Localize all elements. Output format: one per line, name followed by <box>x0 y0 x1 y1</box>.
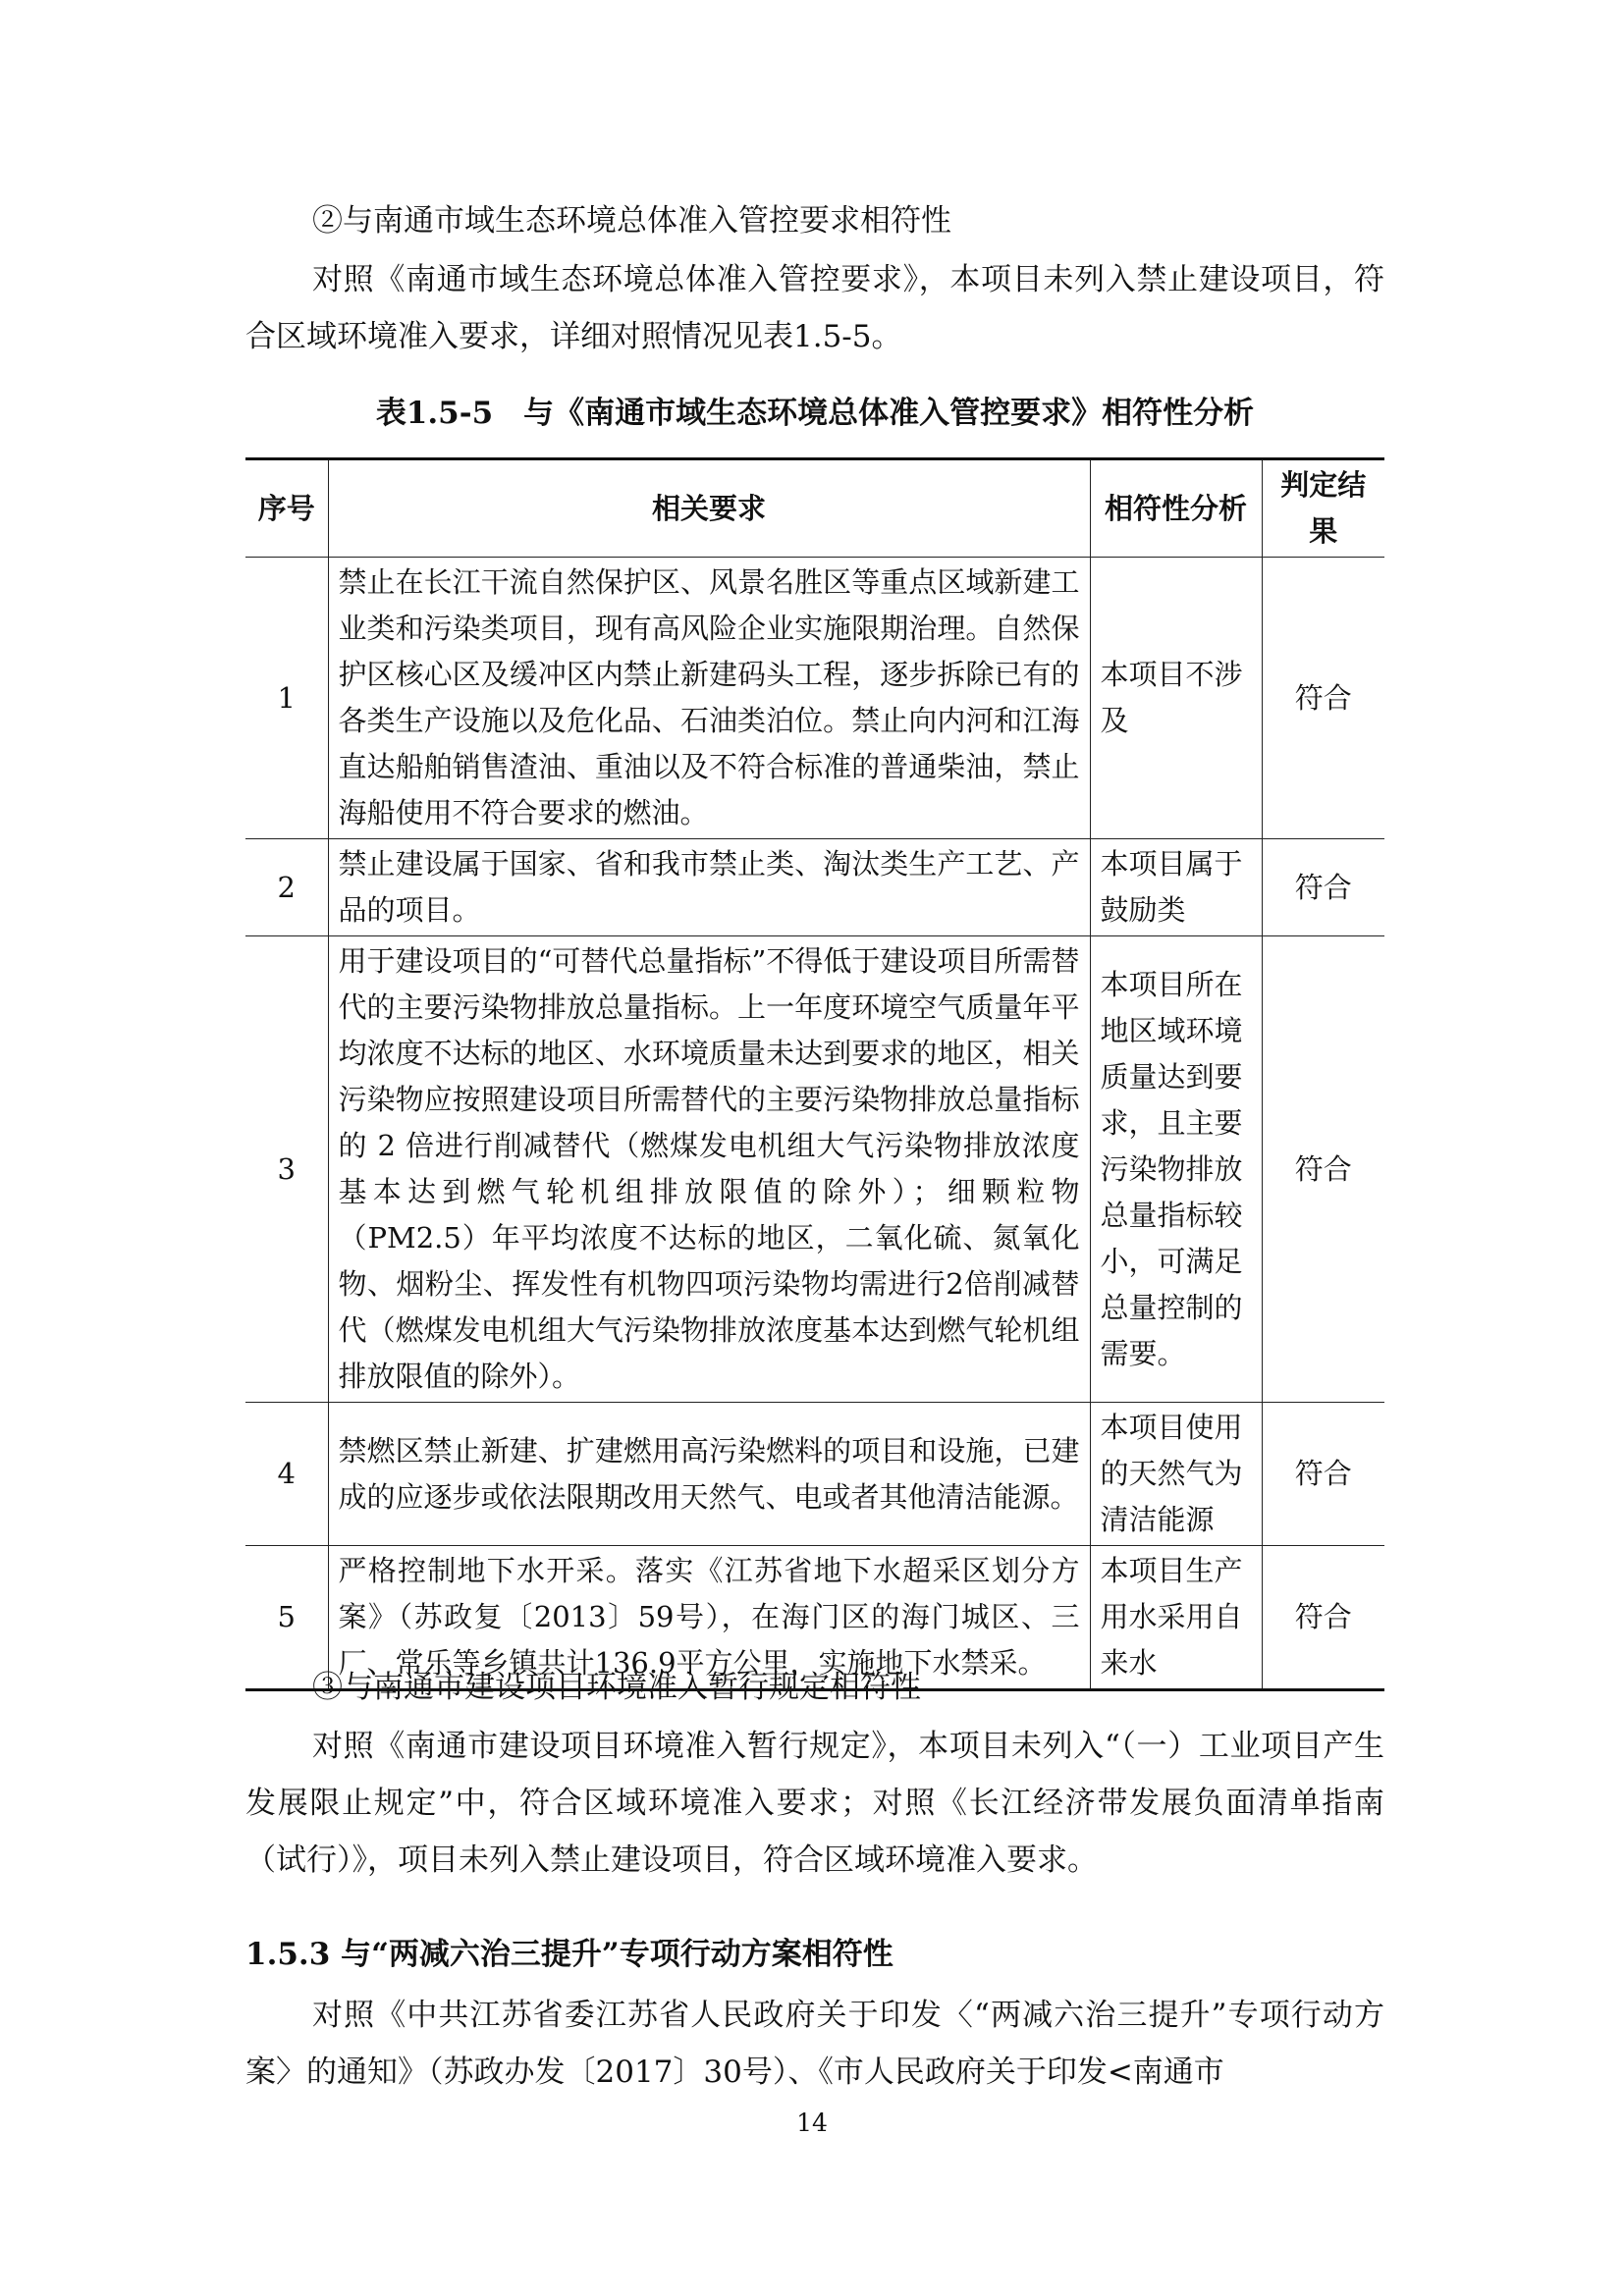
table-header-row <box>245 459 1384 558</box>
section-heading-2: ②与南通市域生态环境总体准入管控要求相符性 <box>312 203 951 239</box>
row-analysis: 本项目所在地区域环境质量达到要求，且主要污染物排放总量指标较小，可满足总量控制的需要。 <box>1090 936 1262 1403</box>
header-analysis: 相符性分析 <box>1090 459 1262 558</box>
header-requirement: 相关要求 <box>328 459 1090 558</box>
row-num: 3 <box>245 936 328 1403</box>
row-analysis: 本项目不涉及 <box>1090 558 1262 839</box>
section-heading-1-5-3: 1.5.3 与“两减六治三提升”专项行动方案相符性 <box>245 1937 893 1972</box>
section-body-1-5-3: 对照《中共江苏省委江苏省人民政府关于印发〈“两减六治三提升”专项行动方案〉的通知》（苏政办发〔2017〕30号）、《市人民政府关于印发<南通市 <box>245 1998 1384 2090</box>
table-row <box>245 558 1384 839</box>
page-number: 14 <box>796 2109 828 2137</box>
table-row <box>245 936 1384 1403</box>
header-result: 判定结果 <box>1262 459 1384 558</box>
row-requirement: 严格控制地下水开采。落实《江苏省地下水超采区划分方案》（苏政复〔2013〕59号），在海门区的海门城区、三厂、常乐等乡镇共计136.9平方公里，实施地下水禁采。 <box>328 1546 1090 1690</box>
table-title: 表1.5-5 与《南通市域生态环境总体准入管控要求》相符性分析 <box>375 396 1255 431</box>
row-analysis: 本项目属于鼓励类 <box>1090 839 1262 936</box>
row-result: 符合 <box>1262 936 1384 1403</box>
row-result: 符合 <box>1262 839 1384 936</box>
row-result: 符合 <box>1262 1546 1384 1690</box>
row-requirement: 禁止在长江干流自然保护区、风景名胜区等重点区域新建工业类和污染类项目，现有高风险企业实施限期治理。自然保护区核心区及缓冲区内禁止新建码头工程，逐步拆除已有的各类生产设施以及危化品、石油类泊位。禁止向内河和江海直达船舶销售渣油、重油以及不符合标准的普通柴油，禁止海船使用不符合要求的燃油。 <box>328 558 1090 839</box>
table-row <box>245 1403 1384 1546</box>
section-body-3: 对照《南通市建设项目环境准入暂行规定》，本项目未列入“（一）工业项目产生发展限止规定”中，符合区域环境准入要求；对照《长江经济带发展负面清单指南（试行）》，项目未列入禁止建设项目，符合区域环境准入要求。 <box>245 1729 1384 1878</box>
row-num: 1 <box>245 558 328 839</box>
row-analysis: 本项目使用的天然气为清洁能源 <box>1090 1403 1262 1546</box>
row-requirement: 禁止建设属于国家、省和我市禁止类、淘汰类生产工艺、产品的项目。 <box>328 839 1090 936</box>
row-num: 5 <box>245 1546 328 1690</box>
header-num: 序号 <box>245 459 328 558</box>
row-num: 4 <box>245 1403 328 1546</box>
section-body-2: 对照《南通市域生态环境总体准入管控要求》，本项目未列入禁止建设项目，符合区域环境准入要求，详细对照情况见表1.5-5。 <box>245 262 1384 354</box>
row-result: 符合 <box>1262 1403 1384 1546</box>
section-heading-3: ③与南通市建设项目环境准入暂行规定相符性 <box>312 1670 921 1705</box>
row-num: 2 <box>245 839 328 936</box>
requirements-table <box>245 457 1384 1691</box>
row-result: 符合 <box>1262 558 1384 839</box>
row-analysis: 本项目生产用水采用自来水 <box>1090 1546 1262 1690</box>
row-requirement: 用于建设项目的“可替代总量指标”不得低于建设项目所需替代的主要污染物排放总量指标。上一年度环境空气质量年平均浓度不达标的地区、水环境质量未达到要求的地区，相关污染物应按照建设项目所需替代的主要污染物排放总量指标的 2 倍进行削减替代（燃煤发电机组大气污染物排放浓度基本达到燃气轮机组排放限值的除外）；细颗粒物（PM2.5）年平均浓度不达标的地区，二氧化硫、氮氧化物、烟粉尘、挥发性有机物四项污染物均需进行2倍削减替代（燃煤发电机组大气污染物排放浓度基本达到燃气轮机组排放限值的除外）。 <box>328 936 1090 1403</box>
row-requirement: 禁燃区禁止新建、扩建燃用高污染燃料的项目和设施，已建成的应逐步或依法限期改用天然气、电或者其他清洁能源。 <box>328 1403 1090 1546</box>
table-row <box>245 839 1384 936</box>
